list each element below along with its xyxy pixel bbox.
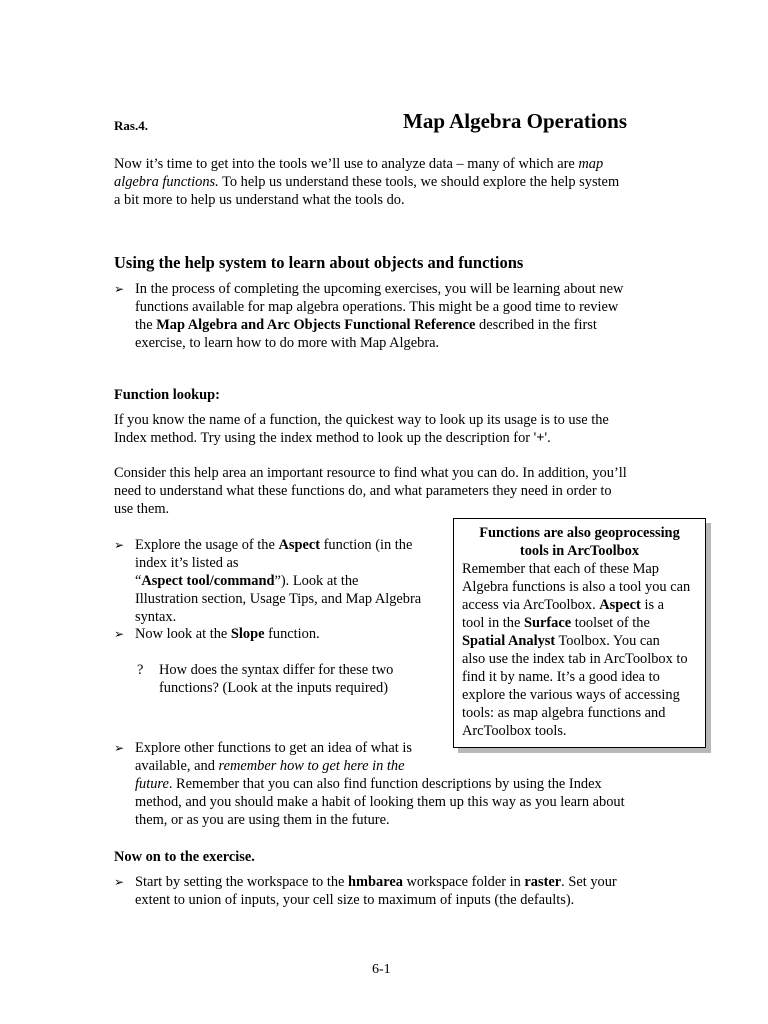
intro-paragraph: Now it’s time to get into the tools we’ll use to analyze data – many of which are map algebra functions. To help us understand these tools, we should explore the help system a bit more to help us understand what the tools do. bbox=[114, 156, 620, 208]
function-lookup-paragraph: If you know the name of a function, the quickest way to look up its usage is to use the Index method. Try using the index method to look up the description for '+'. bbox=[114, 412, 609, 446]
document-page: Ras.4. Map Algebra Operations Now it’s time to get into the tools we’ll use to analyze data – many of which are map algebra functions. To help us understand these tools, we should explore the help system a bit more to help us understand what the tools do. Using the help system to learn about objects and functions ➢ In the process of completing the upcoming exercises, you will be learning about new functions available for map algebra operations. This might be a good time to review the Map Algebra and Arc Objects Functional Reference described in the first exercise, to learn how to do more with Map Algebra. Function lookup: If you know the name of a function, the quickest way to look up its usage is to use the Index method. Try using the index method to look up the description for '+'. Consider this help area an important resource to find what you can do. In addition, you’ll need to understand what these functions do, and what parameters they need in order to use them. ➢ Explore the usage of the Aspect function (in the index it’s listed as “Aspect tool/command”). Look at the Illustration section, Usage Tips, and Map Algebra syntax. ➢ Now look at the Slope function. ? How does the syntax differ for these two functions? (Look at the inputs required) Functions are also geoprocessing tools in ArcToolbox Remember that each of these Map Algebra functions is also a tool you can access via ArcToolbox. Aspect is a tool in the Surface toolset of the Spatial Analyst Toolbox. You can also use the index tab in ArcToolbox to find it by name. It’s a good idea to explore the various ways of accessing tools: as map algebra functions and ArcToolbox tools. ➢ Explore other functions to get an idea of what is available, and remember how to get here in the future. Remember that you can also find function descriptions by using the Index method, and you should make a habit of looking them up this way as you learn about them, or as you are using them in the future. Now on to the exercise. ➢ Start by setting the workspace to the hmbarea workspace folder in raster. Set your extent to union of inputs, your cell size to maximum of inputs (the defaults). 6-1 bbox=[0, 0, 768, 1024]
function-lookup-heading: Function lookup: bbox=[114, 387, 220, 403]
question-mark: ? bbox=[137, 662, 144, 678]
section-number: Ras.4. bbox=[114, 118, 148, 133]
question-text: How does the syntax differ for these two functions? (Look at the inputs required) bbox=[159, 662, 394, 696]
bullet-arrow-icon: ➢ bbox=[114, 538, 125, 552]
resource-paragraph: Consider this help area an important resource to find what you can do. In addition, you’ll need to understand what these functions do, and what parameters they need in order to use them. bbox=[114, 465, 627, 517]
page-title: Map Algebra Operations bbox=[403, 109, 627, 133]
callout-box-geoprocessing: Functions are also geoprocessing tools in ArcToolbox Remember that each of these Map Algebra functions is also a tool you can access via ArcToolbox. Aspect is a tool in the Surface toolset of the Spatial Analyst Toolbox. You can also use the index tab in ArcToolbox to find it by name. It’s a good idea to explore the various ways of accessing tools: as map algebra functions and ArcToolbox tools. bbox=[453, 518, 706, 748]
callout-subtitle: tools in ArcToolbox bbox=[519, 543, 640, 559]
bullet-arrow-icon: ➢ bbox=[114, 741, 125, 755]
bullet-arrow-icon: ➢ bbox=[114, 627, 125, 641]
callout-title: Functions are also geoprocessing bbox=[479, 525, 680, 541]
bullet-arrow-icon: ➢ bbox=[114, 875, 125, 889]
bullet-arrow-icon: ➢ bbox=[114, 282, 125, 296]
exercise-heading: Now on to the exercise. bbox=[114, 849, 255, 865]
page-number: 6-1 bbox=[372, 962, 391, 977]
section-heading: Using the help system to learn about objects and functions bbox=[114, 253, 524, 272]
